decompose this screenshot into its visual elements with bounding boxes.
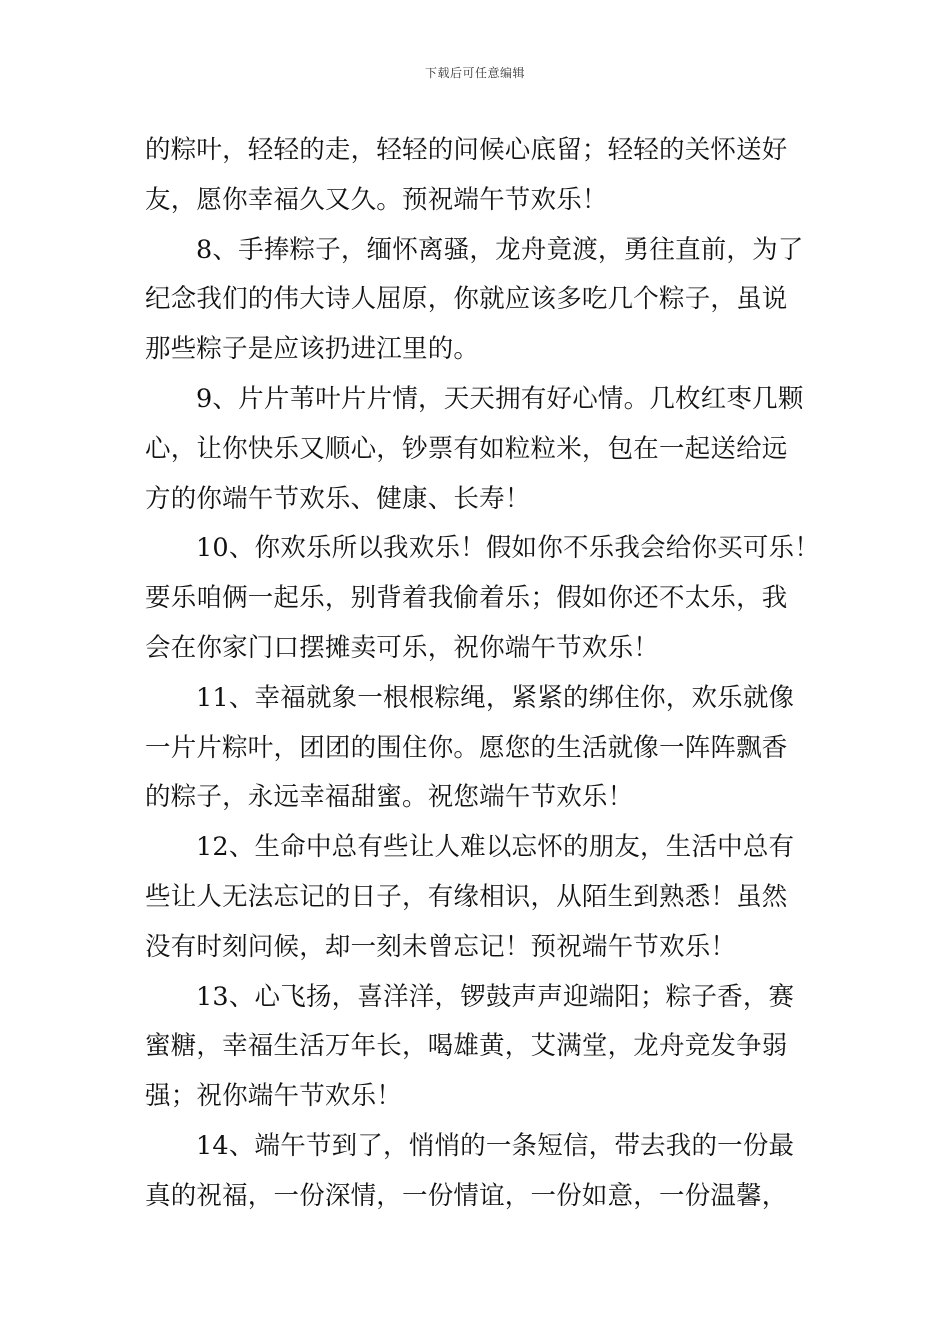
text-line: 12、生命中总有些让人难以忘怀的朋友，生活中总有 [196,832,795,863]
text-line: 11、幸福就象一根根粽绳，紧紧的绑住你，欢乐就像 [196,682,795,713]
text-line: 心，让你快乐又顺心，钞票有如粒粒米，包在一起送给远 [145,433,788,464]
text-line: 10、你欢乐所以我欢乐！假如你不乐我会给你买可乐！ [196,533,820,564]
text-line: 那些粽子是应该扔进江里的。 [145,334,480,365]
text-line: 一片片粽叶，团团的围住你。愿您的生活就像一阵阵飘香 [145,732,788,763]
text-line: 没有时刻问候，却一刻未曾忘记！预祝端午节欢乐！ [145,931,737,962]
text-line: 要乐咱俩一起乐，别背着我偷着乐；假如你还不太乐，我 [145,583,788,614]
text-line: 的粽叶，轻轻的走，轻轻的问候心底留；轻轻的关怀送好 [145,135,788,165]
text-line: 蜜糖，幸福生活万年长，喝雄黄，艾满堂，龙舟竞发争弱 [145,1031,788,1062]
text-line: 13、心飞扬，喜洋洋，锣鼓声声迎端阳；粽子香，赛 [196,981,795,1012]
document-body [145,126,820,1222]
text-line: 方的你端午节欢乐、健康、长寿！ [145,483,531,514]
text-line: 真的祝福，一份深情，一份情谊，一份如意，一份温馨， [145,1180,788,1211]
text-line: 8、手捧粽子，缅怀离骚，龙舟竟渡，勇往直前，为了 [196,234,804,265]
text-line: 友，愿你幸福久又久。预祝端午节欢乐！ [145,184,608,215]
text-line: 的粽子，永远幸福甜蜜。祝您端午节欢乐！ [145,782,634,813]
text-line: 纪念我们的伟大诗人屈原，你就应该多吃几个粽子，虽说 [145,284,788,315]
text-line: 14、端午节到了，悄悄的一条短信，带去我的一份最 [196,1130,795,1161]
text-line: 强；祝你端午节欢乐！ [145,1081,403,1112]
page-header: 下载后可任意编辑 [424,66,525,80]
text-line: 会在你家门口摆摊卖可乐，祝你端午节欢乐！ [145,632,660,663]
text-line: 些让人无法忘记的日子，有缘相识，从陌生到熟悉！虽然 [145,881,788,912]
text-line: 9、片片苇叶片片情，天天拥有好心情。几枚红枣几颗 [196,383,804,414]
